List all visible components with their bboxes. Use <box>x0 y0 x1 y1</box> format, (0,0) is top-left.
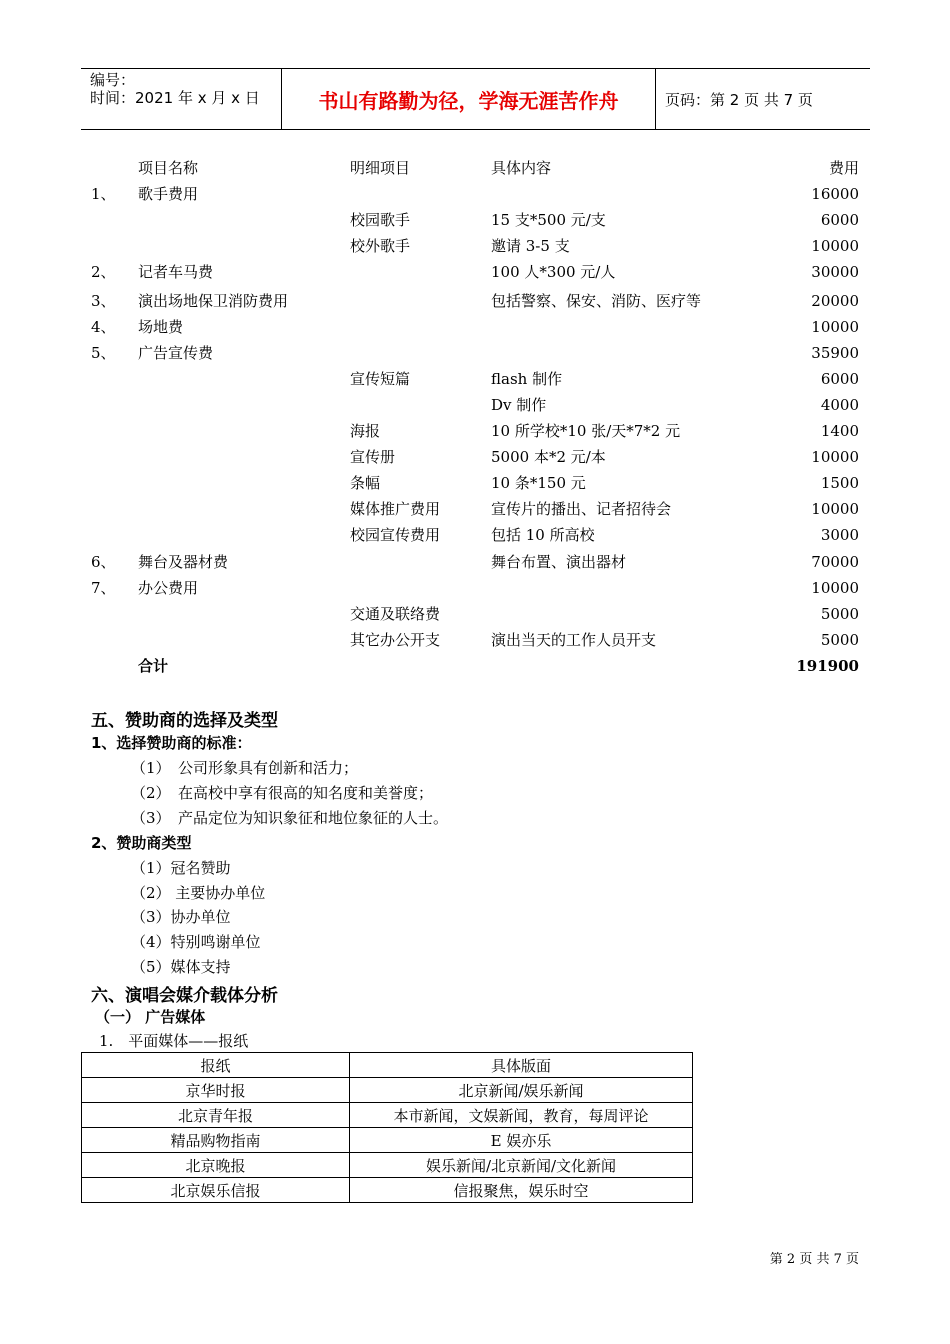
budget-row <box>0 261 950 283</box>
budget-row <box>0 342 950 364</box>
row-content: 5000 本*2 元/本 <box>491 448 606 466</box>
row-detail: 校园歌手 <box>350 211 411 229</box>
criteria-item: （3） 产品定位为知识象征和地位象征的人士。 <box>131 809 449 827</box>
budget-row <box>0 290 950 312</box>
budget-header-row <box>0 157 950 179</box>
budget-row <box>0 368 950 390</box>
col-header-name: 项目名称 <box>138 159 199 177</box>
row-fee: 1500 <box>820 474 859 492</box>
table-cell: E 娱亦乐 <box>350 1128 693 1153</box>
type-item: （1）冠名赞助 <box>131 859 231 877</box>
header-motto: 书山有路勤为径，学海无涯苦作舟 <box>318 89 619 113</box>
row-detail: 宣传短篇 <box>350 370 411 388</box>
row-number: 5、 <box>91 344 116 362</box>
row-content: 包括警察、保安、消防、医疗等 <box>491 292 702 310</box>
row-fee: 6000 <box>820 370 859 388</box>
table-cell: 京华时报 <box>82 1078 350 1103</box>
row-fee: 5000 <box>820 631 859 649</box>
table-header-cell: 报纸 <box>82 1053 350 1078</box>
row-fee: 20000 <box>811 292 859 310</box>
row-name: 场地费 <box>138 318 184 336</box>
row-detail: 校外歌手 <box>350 237 411 255</box>
row-fee: 35900 <box>811 344 859 362</box>
budget-row <box>0 577 950 599</box>
row-detail: 其它办公开支 <box>350 631 441 649</box>
row-content: 10 所学校*10 张/天*7*2 元 <box>491 422 681 440</box>
col-header-content: 具体内容 <box>491 159 552 177</box>
row-detail: 海报 <box>350 422 381 440</box>
section5-sub1: 1、选择赞助商的标准： <box>91 734 252 752</box>
row-content: 宣传片的播出、记者招待会 <box>491 500 672 518</box>
table-row <box>82 1128 693 1153</box>
row-fee: 30000 <box>811 263 859 281</box>
time-label: 时间：2021 年 x 月 x 日 <box>90 89 260 107</box>
type-item: （5）媒体支持 <box>131 958 231 976</box>
section6-sub1: （一） 广告媒体 <box>95 1008 206 1026</box>
total-value: 191900 <box>796 657 859 675</box>
row-fee: 10000 <box>811 448 859 466</box>
table-cell: 北京娱乐信报 <box>82 1178 350 1203</box>
col-header-detail: 明细项目 <box>350 159 411 177</box>
row-content: 10 条*150 元 <box>491 474 586 492</box>
header-page-label: 页码：第 2 页 共 7 页 <box>665 91 813 109</box>
budget-row <box>0 183 950 205</box>
row-fee: 4000 <box>820 396 859 414</box>
total-label: 合计 <box>138 657 169 675</box>
header-meta <box>90 71 260 107</box>
row-name: 记者车马费 <box>138 263 214 281</box>
row-fee: 3000 <box>820 526 859 544</box>
col-header-fee: 费用 <box>828 159 859 177</box>
row-content: 舞台布置、演出器材 <box>491 553 627 571</box>
budget-row <box>0 603 950 625</box>
row-fee: 10000 <box>811 237 859 255</box>
table-cell: 北京青年报 <box>82 1103 350 1128</box>
row-number: 1、 <box>91 185 116 203</box>
table-cell: 北京晚报 <box>82 1153 350 1178</box>
section6-item1: 1. 平面媒体——报纸 <box>99 1032 249 1050</box>
budget-row <box>0 420 950 442</box>
newspaper-table <box>81 1052 693 1203</box>
table-row <box>82 1078 693 1103</box>
row-name: 歌手费用 <box>138 185 199 203</box>
row-fee: 5000 <box>820 605 859 623</box>
row-content: flash 制作 <box>491 370 563 388</box>
criteria-item: （1） 公司形象具有创新和活力； <box>131 759 359 777</box>
budget-row <box>0 524 950 546</box>
budget-row <box>0 316 950 338</box>
row-content: Dv 制作 <box>491 396 547 414</box>
section5-title: 五、赞助商的选择及类型 <box>91 711 278 731</box>
table-header-cell: 具体版面 <box>350 1053 693 1078</box>
row-detail: 交通及联络费 <box>350 605 441 623</box>
table-cell: 北京新闻/娱乐新闻 <box>350 1078 693 1103</box>
row-fee: 10000 <box>811 500 859 518</box>
table-cell: 信报聚焦，娱乐时空 <box>350 1178 693 1203</box>
row-fee: 16000 <box>811 185 859 203</box>
table-row <box>82 1153 693 1178</box>
type-item: （3）协办单位 <box>131 908 231 926</box>
page-header <box>81 68 870 130</box>
budget-row <box>0 472 950 494</box>
budget-row <box>0 629 950 651</box>
row-number: 4、 <box>91 318 116 336</box>
table-cell: 本市新闻，文娱新闻，教育，每周评论 <box>350 1103 693 1128</box>
row-name: 演出场地保卫消防费用 <box>138 292 289 310</box>
number-label: 编号： <box>90 71 136 89</box>
budget-row <box>0 551 950 573</box>
type-item: （2） 主要协办单位 <box>131 884 266 902</box>
budget-total-row <box>0 655 950 677</box>
row-number: 7、 <box>91 579 116 597</box>
row-content: 邀请 3-5 支 <box>491 237 570 255</box>
row-fee: 6000 <box>820 211 859 229</box>
row-content: 100 人*300 元/人 <box>491 263 616 281</box>
row-number: 2、 <box>91 263 116 281</box>
budget-row <box>0 235 950 257</box>
budget-row <box>0 209 950 231</box>
type-item: （4）特别鸣谢单位 <box>131 933 261 951</box>
section6-title: 六、演唱会媒介载体分析 <box>91 986 278 1006</box>
row-content: 演出当天的工作人员开支 <box>491 631 657 649</box>
row-number: 3、 <box>91 292 116 310</box>
row-name: 办公费用 <box>138 579 199 597</box>
table-cell: 精品购物指南 <box>82 1128 350 1153</box>
row-name: 舞台及器材费 <box>138 553 229 571</box>
row-detail: 宣传册 <box>350 448 396 466</box>
row-detail: 媒体推广费用 <box>350 500 441 518</box>
row-content: 包括 10 所高校 <box>491 526 595 544</box>
row-number: 6、 <box>91 553 116 571</box>
budget-row <box>0 498 950 520</box>
row-detail: 条幅 <box>350 474 381 492</box>
row-fee: 1400 <box>820 422 859 440</box>
row-name: 广告宣传费 <box>138 344 214 362</box>
table-cell: 娱乐新闻/北京新闻/文化新闻 <box>350 1153 693 1178</box>
section5-sub2: 2、赞助商类型 <box>91 834 192 852</box>
row-content: 15 支*500 元/支 <box>491 211 606 229</box>
criteria-item: （2） 在高校中享有很高的知名度和美誉度； <box>131 784 434 802</box>
page-footer: 第 2 页 共 7 页 <box>769 1252 859 1267</box>
row-fee: 10000 <box>811 579 859 597</box>
table-header-row <box>82 1053 693 1078</box>
budget-row <box>0 394 950 416</box>
row-fee: 10000 <box>811 318 859 336</box>
budget-row <box>0 446 950 468</box>
row-fee: 70000 <box>811 553 859 571</box>
row-detail: 校园宣传费用 <box>350 526 441 544</box>
table-row <box>82 1103 693 1128</box>
table-row <box>82 1178 693 1203</box>
header-divider <box>655 69 656 129</box>
